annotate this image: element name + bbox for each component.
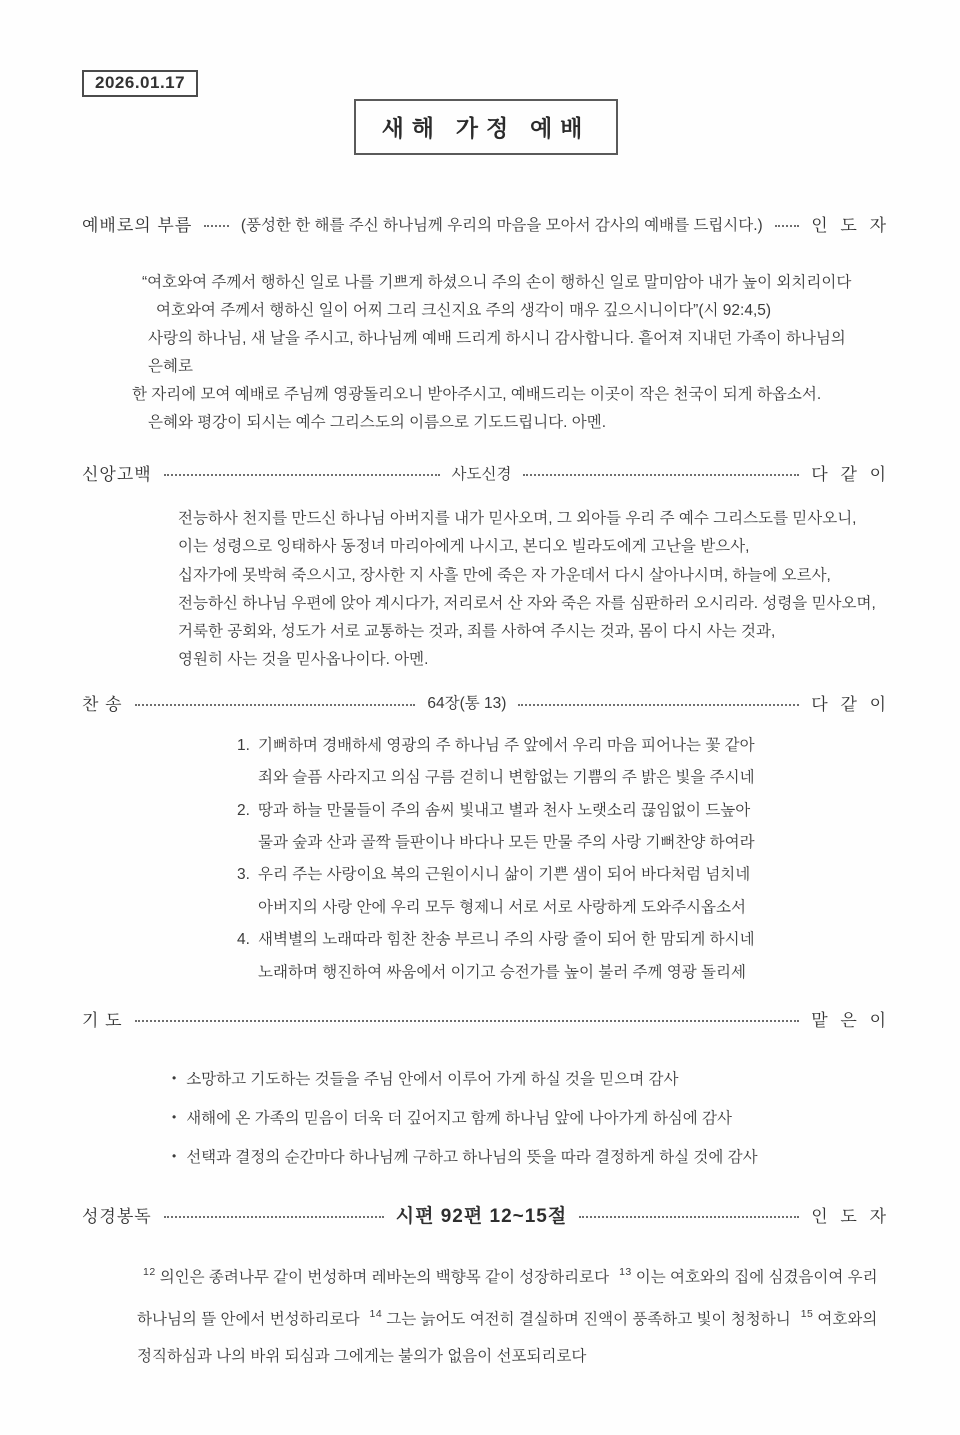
verse-number: 15 bbox=[800, 1308, 814, 1321]
dotted-leader bbox=[518, 704, 799, 706]
section-hymn bbox=[82, 690, 890, 715]
quote-line: 여호와여 주께서 행하신 일이 어찌 그리 크신지요 주의 생각이 매우 깊으시니이다”(시 92:4,5) bbox=[156, 302, 772, 319]
dotted-leader bbox=[204, 225, 229, 227]
title-box bbox=[354, 99, 619, 155]
dotted-leader bbox=[164, 474, 440, 476]
section-creed bbox=[82, 460, 890, 485]
creed-line: 전능하사 천지를 만드신 하나님 아버지를 내가 믿사오며, 그 외아들 우리 주 예수 그리스도를 믿사오니, bbox=[178, 510, 857, 527]
section-prayer bbox=[82, 1006, 890, 1031]
hymn-role: 다 같 이 bbox=[811, 694, 891, 714]
verse-text: 기뻐하며 경배하세 영광의 주 하나님 주 앞에서 우리 마음 피어나는 꽃 같아 bbox=[258, 736, 755, 754]
prayer-topic-text: 새해에 온 가족의 믿음이 더욱 더 깊어지고 함께 하나님 앞에 나아가게 하심에 감사 bbox=[186, 1110, 732, 1128]
bullet-icon: • bbox=[172, 1110, 177, 1125]
dotted-leader bbox=[135, 704, 416, 706]
creed-line: 이는 성령으로 잉태하사 동정녀 마리아에게 나시고, 본디오 빌라도에게 고난을 받으사, bbox=[178, 538, 750, 556]
verse-number: 3. bbox=[237, 866, 250, 884]
scripture-label: 성경봉독 bbox=[82, 1207, 152, 1227]
quote-line: “여호와여 주께서 행하신 일로 나를 기쁘게 하셨으니 주의 손이 행하신 일로 말미암아 내가 높이 외치리이다 bbox=[142, 274, 852, 291]
creed-text bbox=[82, 505, 890, 675]
hymn-verse-line bbox=[237, 795, 890, 827]
hymn-verse-line: 물과 숲과 산과 골짝 들판이나 바다나 모든 만물 주의 사랑 기뻐찬양 하여라 bbox=[258, 834, 755, 851]
prayer-topic bbox=[172, 1067, 890, 1089]
call-to-worship-role: 인 도 자 bbox=[811, 216, 890, 235]
hymn-verse-line bbox=[237, 924, 890, 956]
verse-text: 우리 주는 사랑이요 복의 근원이시니 삶이 기쁜 샘이 되어 바다처럼 넘치네 bbox=[258, 866, 751, 884]
section-call-to-worship bbox=[82, 211, 890, 236]
dotted-leader bbox=[523, 474, 799, 476]
verse-text: 그는 늙어도 여전히 결실하며 진액이 풍족하고 빛이 청청하니 bbox=[386, 1311, 791, 1329]
prayer-line: 사랑의 하나님, 새 날을 주시고, 하나님께 예배 드리게 하시니 감사합니다. 흩어져 지내던 가족이 하나님의 은혜로 bbox=[148, 330, 846, 375]
dotted-leader bbox=[775, 225, 800, 227]
creed-line: 거룩한 공회와, 성도가 서로 교통하는 것과, 죄를 사하여 주시는 것과, 몸이 다시 사는 것과, bbox=[178, 623, 776, 641]
hymn-number: 64장(통 13) bbox=[427, 695, 507, 713]
creed-role: 다 같 이 bbox=[811, 465, 891, 484]
verse-text: 이는 여호와의 집에 심겼음이여 우리 하나님의 뜰 안에서 번성하리로다 bbox=[137, 1269, 878, 1329]
call-to-worship-text bbox=[82, 269, 890, 437]
creed-line: 영원히 사는 것을 믿사옵나이다. 아멘. bbox=[178, 651, 429, 669]
date-text: 2026.01.17 bbox=[95, 73, 186, 92]
creed-line: 십자가에 못박혀 죽으시고, 장사한 지 사흘 만에 죽은 자 가운데서 다시 살아나시며, 하늘에 오르사, bbox=[178, 566, 831, 584]
prayer-topics bbox=[82, 1067, 890, 1167]
prayer-line: 은혜와 평강이 되시는 예수 그리스도의 이름으로 기도드립니다. 아멘. bbox=[148, 414, 607, 431]
verse-number: 12 bbox=[143, 1266, 156, 1279]
prayer-label: 기 도 bbox=[82, 1011, 123, 1031]
verse-number: 2. bbox=[237, 801, 250, 819]
prayer-topic-text: 선택과 결정의 순간마다 하나님께 구하고 하나님의 뜻을 따라 결정하게 하실 것에 감사 bbox=[186, 1149, 758, 1167]
verse-text: 땅과 하늘 만물들이 주의 솜씨 빛내고 별과 천사 노랫소리 끊임없이 드높아 bbox=[258, 801, 751, 819]
page-title: 새해 가정 예배 bbox=[381, 116, 591, 141]
verse-number: 1. bbox=[237, 736, 250, 754]
prayer-topic bbox=[172, 1145, 890, 1167]
bullet-icon: • bbox=[172, 1071, 177, 1086]
hymn-verse-line bbox=[237, 859, 890, 891]
hymn-lyrics bbox=[82, 730, 890, 989]
dotted-leader bbox=[135, 1020, 800, 1022]
scripture-reference: 시편 92편 12~15절 bbox=[395, 1206, 568, 1228]
verse-text: 새벽별의 노래따라 힘찬 찬송 부르니 주의 사랑 줄이 되어 한 맘되게 하시네 bbox=[258, 931, 755, 949]
creed-title: 사도신경 bbox=[451, 465, 512, 483]
verse-text: 여호와의 정직하심과 나의 바위 되심과 그에게는 불의가 없음이 선포되리로다 bbox=[137, 1311, 878, 1366]
scripture-passage bbox=[137, 1254, 890, 1375]
section-scripture bbox=[82, 1201, 890, 1228]
dotted-leader bbox=[579, 1216, 799, 1218]
verse-number: 13 bbox=[619, 1266, 632, 1279]
prayer-line: 한 자리에 모여 예배로 주님께 영광돌리오니 받아주시고, 예배드리는 이곳이 작은 천국이 되게 하옵소서. bbox=[132, 386, 822, 403]
hymn-verse-line bbox=[237, 730, 890, 762]
hymn-verse-line: 노래하며 행진하여 싸움에서 이기고 승전가를 높이 불러 주께 영광 돌리세 bbox=[258, 963, 746, 981]
creed-label: 신앙고백 bbox=[82, 465, 152, 484]
verse-number: 14 bbox=[369, 1308, 383, 1321]
hymn-label: 찬 송 bbox=[82, 694, 123, 714]
verse-number: 4. bbox=[237, 931, 250, 949]
bullet-icon: • bbox=[172, 1149, 177, 1164]
scripture-role: 인 도 자 bbox=[811, 1207, 890, 1227]
call-to-worship-note: (풍성한 한 해를 주신 하나님께 우리의 마음을 모아서 감사의 예배를 드립시다.) bbox=[240, 216, 763, 234]
creed-line: 전능하신 하나님 우편에 앉아 계시다가, 저리로서 산 자와 죽은 자를 심판하러 오시리라. 성령을 믿사오며, bbox=[178, 594, 876, 612]
prayer-role: 맡 은 이 bbox=[811, 1011, 890, 1031]
prayer-topic-text: 소망하고 기도하는 것들을 주님 안에서 이루어 가게 하실 것을 믿으며 감사 bbox=[186, 1071, 679, 1089]
prayer-topic bbox=[172, 1106, 890, 1128]
call-to-worship-label: 예배로의 부름 bbox=[82, 216, 193, 235]
hymn-verse-line: 아버지의 사랑 안에 우리 모두 형제니 서로 서로 사랑하게 도와주시옵소서 bbox=[258, 898, 746, 916]
verse-text: 의인은 종려나무 같이 번성하며 레바논의 백향목 같이 성장하리로다 bbox=[159, 1269, 610, 1287]
date-box bbox=[82, 70, 198, 97]
dotted-leader bbox=[164, 1216, 384, 1218]
hymn-verse-line: 죄와 슬픔 사라지고 의심 구름 걷히니 변함없는 기쁨의 주 밝은 빛을 주시네 bbox=[258, 769, 755, 787]
